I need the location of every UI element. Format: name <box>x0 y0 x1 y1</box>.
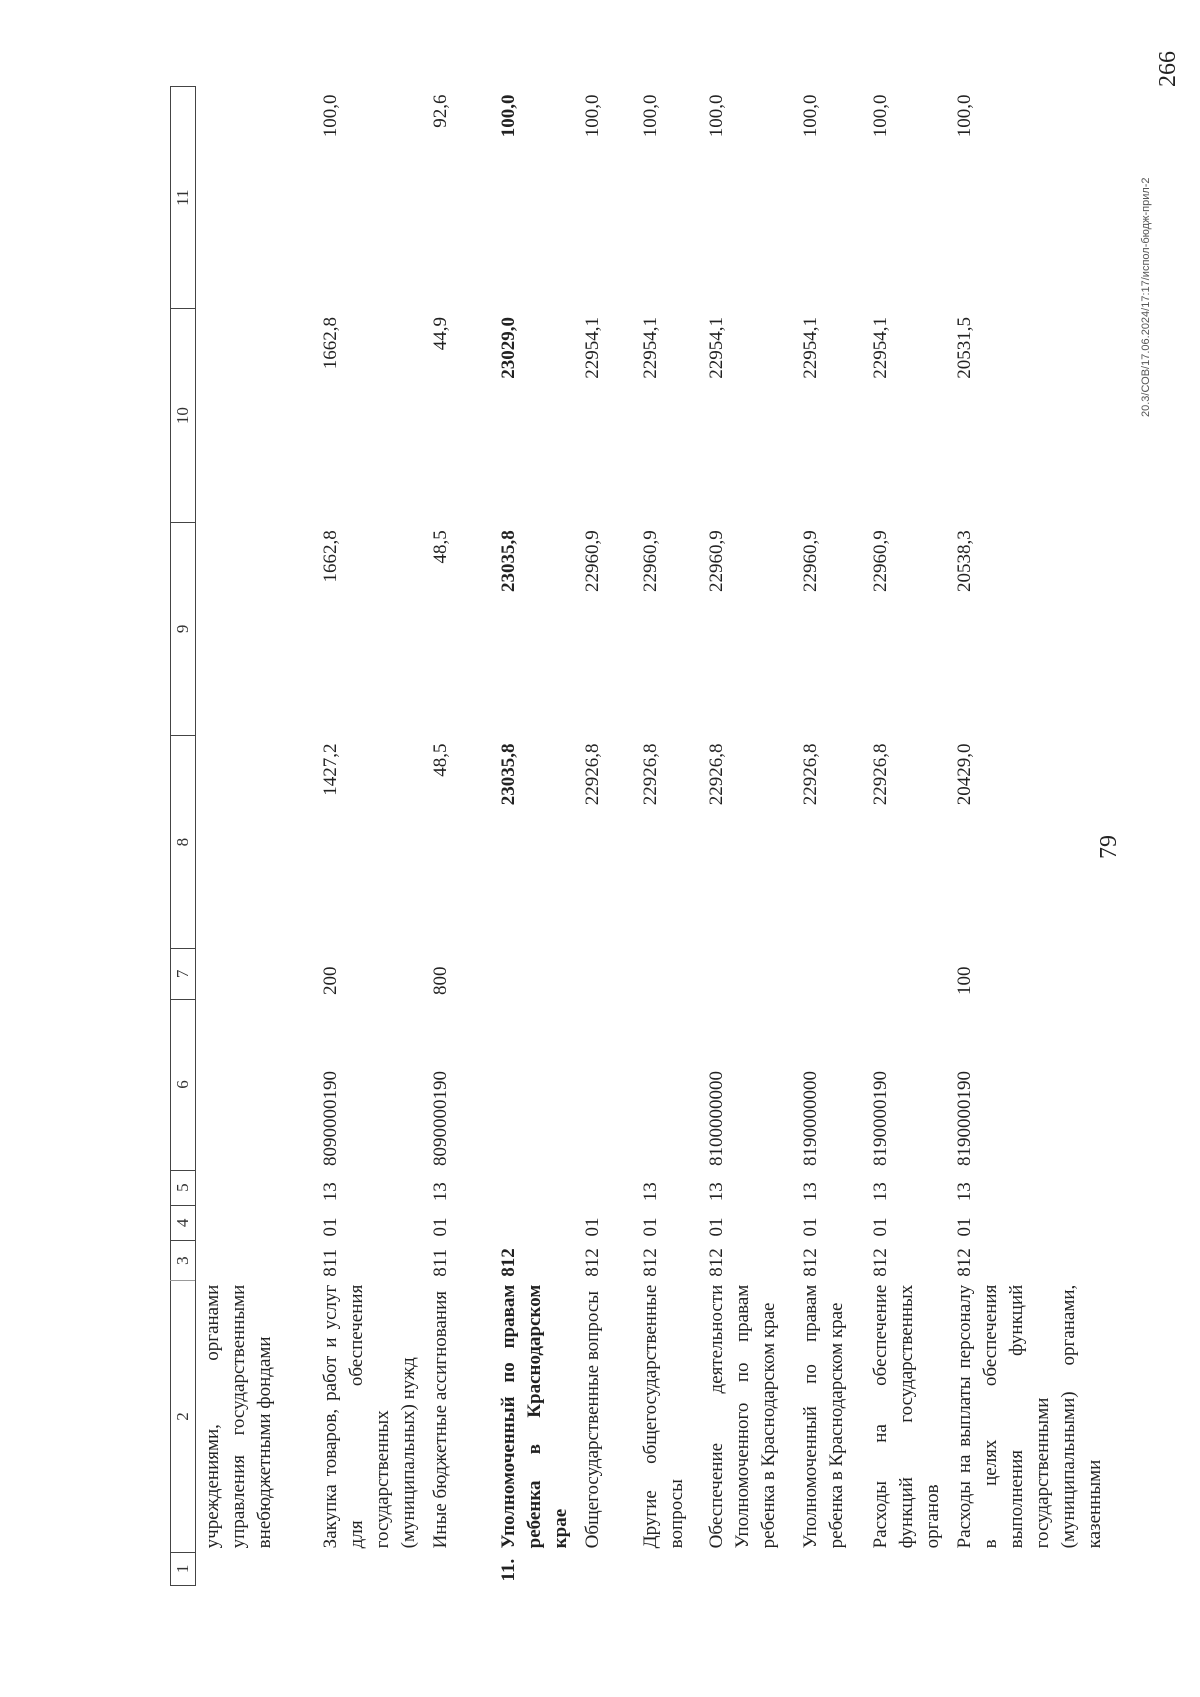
ved-code: 811 <box>320 1248 341 1277</box>
section-code: 01 <box>640 1217 661 1237</box>
ved-code: 812 <box>582 1248 603 1277</box>
percent-col-11: 100,0 <box>706 94 727 138</box>
column-header: 6 <box>171 999 196 1170</box>
expense-type-code: 200 <box>320 966 341 996</box>
section-code: 01 <box>320 1217 341 1237</box>
row-number <box>792 1552 862 1585</box>
amount-col-9: 23035,8 <box>498 530 519 592</box>
amount-col-9: 20538,3 <box>954 530 975 592</box>
row-description: Расходы на обеспечение функций государственных органов <box>870 1284 943 1549</box>
table-row <box>574 87 632 1586</box>
amount-col-10: 22954,1 <box>800 316 821 379</box>
table-row <box>698 87 792 1586</box>
section-code <box>196 1205 313 1240</box>
subsection-code: 13 <box>954 1182 975 1202</box>
column-header: 3 <box>171 1240 196 1280</box>
amount-col-8: 22926,8 <box>582 743 603 806</box>
ved-code: 812 <box>498 1248 519 1277</box>
table-row <box>312 87 422 1586</box>
row-description: Расходы на выплаты персоналу в целях обеспечения выполнения функций государственными (муниципальными) органами, казенными <box>954 1284 1105 1549</box>
amount-col-9: 48,5 <box>430 530 451 564</box>
amount-col-10: 22954,1 <box>582 316 603 379</box>
subsection-code <box>490 1170 574 1205</box>
target-item-code <box>574 999 632 1170</box>
percent-col-11: 100,0 <box>640 94 661 138</box>
target-item-code <box>196 999 313 1170</box>
row-description: Общегосударственные вопросы <box>582 1290 603 1549</box>
row-description: Иные бюджетные ассигнования <box>430 1291 451 1549</box>
ved-code: 812 <box>954 1248 975 1277</box>
ved-code: 812 <box>800 1248 821 1277</box>
amount-col-10: 1662,8 <box>320 316 341 370</box>
subsection-code: 13 <box>706 1182 727 1202</box>
ved-code: 812 <box>706 1248 727 1277</box>
amount-col-9: 22960,9 <box>870 530 891 592</box>
row-number <box>632 1552 698 1585</box>
section-code: 01 <box>870 1217 891 1237</box>
target-item-code <box>490 999 574 1170</box>
amount-col-10: 44,9 <box>430 316 451 351</box>
table-row <box>196 87 313 1586</box>
table-row <box>632 87 698 1586</box>
amount-col-10: 23029,0 <box>498 316 519 379</box>
column-header: 11 <box>171 87 196 309</box>
amount-col-8: 20429,0 <box>954 743 975 806</box>
amount-col-9: 22960,9 <box>800 530 821 592</box>
subsection-code: 13 <box>800 1182 821 1202</box>
section-code: 01 <box>706 1217 727 1237</box>
amount-col-8: 23035,8 <box>498 743 519 806</box>
table-row <box>946 87 1108 1586</box>
row-number <box>862 1552 946 1585</box>
page-number: 79 <box>1096 835 1122 859</box>
subsection-code: 13 <box>640 1182 661 1202</box>
column-header: 4 <box>171 1205 196 1240</box>
percent-col-11: 100,0 <box>582 94 603 138</box>
table-row <box>422 87 490 1586</box>
sheet-number: 266 <box>1155 51 1181 87</box>
ved-code: 812 <box>640 1248 661 1277</box>
row-description: Закупка товаров, работ и услуг для обеспечения государственных (муниципальных) нужд <box>320 1284 419 1549</box>
column-header: 8 <box>171 735 196 948</box>
expense-type-code <box>792 949 862 999</box>
row-description: Уполномоченный по правам ребенка в Краснодарском крае <box>498 1284 571 1549</box>
expense-type-code <box>196 949 313 999</box>
row-description: Обеспечение деятельности Уполномоченного по правам ребенка в Краснодарском крае <box>706 1284 779 1549</box>
column-header: 1 <box>171 1552 196 1585</box>
percent-col-11: 100,0 <box>800 94 821 138</box>
amount-col-8: 22926,8 <box>640 743 661 806</box>
row-number <box>196 1552 313 1585</box>
subsection-code: 13 <box>870 1182 891 1202</box>
row-number <box>312 1552 422 1585</box>
table-row <box>862 87 946 1586</box>
amount-col-10: 22954,1 <box>640 316 661 379</box>
subsection-code <box>574 1170 632 1205</box>
percent-col-11: 92,6 <box>430 94 451 128</box>
table-row-section-total <box>490 87 574 1586</box>
row-number <box>698 1552 792 1585</box>
expense-type-code <box>574 949 632 999</box>
column-header: 9 <box>171 522 196 735</box>
ved-code: 811 <box>430 1248 451 1277</box>
amount-col-8: 22926,8 <box>870 743 891 806</box>
subsection-code: 13 <box>430 1182 451 1202</box>
row-number: 11. <box>498 1558 519 1582</box>
section-code: 01 <box>430 1217 451 1237</box>
section-code <box>490 1205 574 1240</box>
footer-doc-code: 20.3/СОВ/17.06.2024/17:17/испол-бюдж-прил-2 <box>1140 177 1152 417</box>
subsection-code: 13 <box>320 1182 341 1202</box>
expense-type-code <box>698 949 792 999</box>
amount-col-8: 22926,8 <box>800 743 821 806</box>
target-item-code: 8190000000 <box>800 1071 821 1167</box>
expense-type-code <box>862 949 946 999</box>
amount-col-8 <box>196 735 313 948</box>
row-description: Уполномоченный по правам ребенка в Краснодарском крае <box>800 1284 847 1549</box>
expense-type-code: 800 <box>430 966 451 996</box>
amount-col-8: 22926,8 <box>706 743 727 806</box>
subsection-code <box>196 1170 313 1205</box>
row-number <box>946 1552 1108 1585</box>
row-description: учреждениями, органами управления государственными внебюджетными фондами <box>202 1284 275 1549</box>
target-item-code: 8090000190 <box>320 1071 341 1167</box>
target-item-code: 8100000000 <box>706 1071 727 1167</box>
row-number <box>422 1552 490 1585</box>
percent-col-11: 100,0 <box>498 94 519 138</box>
budget-table <box>170 86 1108 1586</box>
column-header: 7 <box>171 949 196 999</box>
section-code: 01 <box>954 1217 975 1237</box>
amount-col-10: 22954,1 <box>706 316 727 379</box>
expense-type-code <box>632 949 698 999</box>
expense-type-code <box>490 949 574 999</box>
target-item-code: 8190000190 <box>870 1071 891 1167</box>
percent-col-11 <box>196 87 313 309</box>
expense-type-code: 100 <box>954 966 975 996</box>
amount-col-8: 48,5 <box>430 743 451 777</box>
ved-code: 812 <box>870 1248 891 1277</box>
amount-col-8: 1427,2 <box>320 743 341 796</box>
section-code: 01 <box>582 1217 603 1237</box>
amount-col-10: 22954,1 <box>870 316 891 379</box>
column-header: 2 <box>171 1281 196 1553</box>
amount-col-10: 20531,5 <box>954 316 975 379</box>
percent-col-11: 100,0 <box>870 94 891 138</box>
target-item-code: 8090000190 <box>430 1071 451 1167</box>
target-item-code <box>632 999 698 1170</box>
amount-col-9: 22960,9 <box>582 530 603 592</box>
ved-code <box>196 1240 313 1280</box>
row-number <box>574 1552 632 1585</box>
table-row <box>792 87 862 1586</box>
column-header: 5 <box>171 1170 196 1205</box>
amount-col-9: 22960,9 <box>706 530 727 592</box>
amount-col-9: 22960,9 <box>640 530 661 592</box>
header-row <box>171 87 196 1586</box>
amount-col-10 <box>196 309 313 522</box>
percent-col-11: 100,0 <box>954 94 975 138</box>
amount-col-9: 1662,8 <box>320 530 341 583</box>
row-description: Другие общегосударственные вопросы <box>640 1284 687 1549</box>
amount-col-9 <box>196 522 313 735</box>
section-code: 01 <box>800 1217 821 1237</box>
percent-col-11: 100,0 <box>320 94 341 138</box>
target-item-code: 8190000190 <box>954 1071 975 1167</box>
column-header: 10 <box>171 309 196 522</box>
